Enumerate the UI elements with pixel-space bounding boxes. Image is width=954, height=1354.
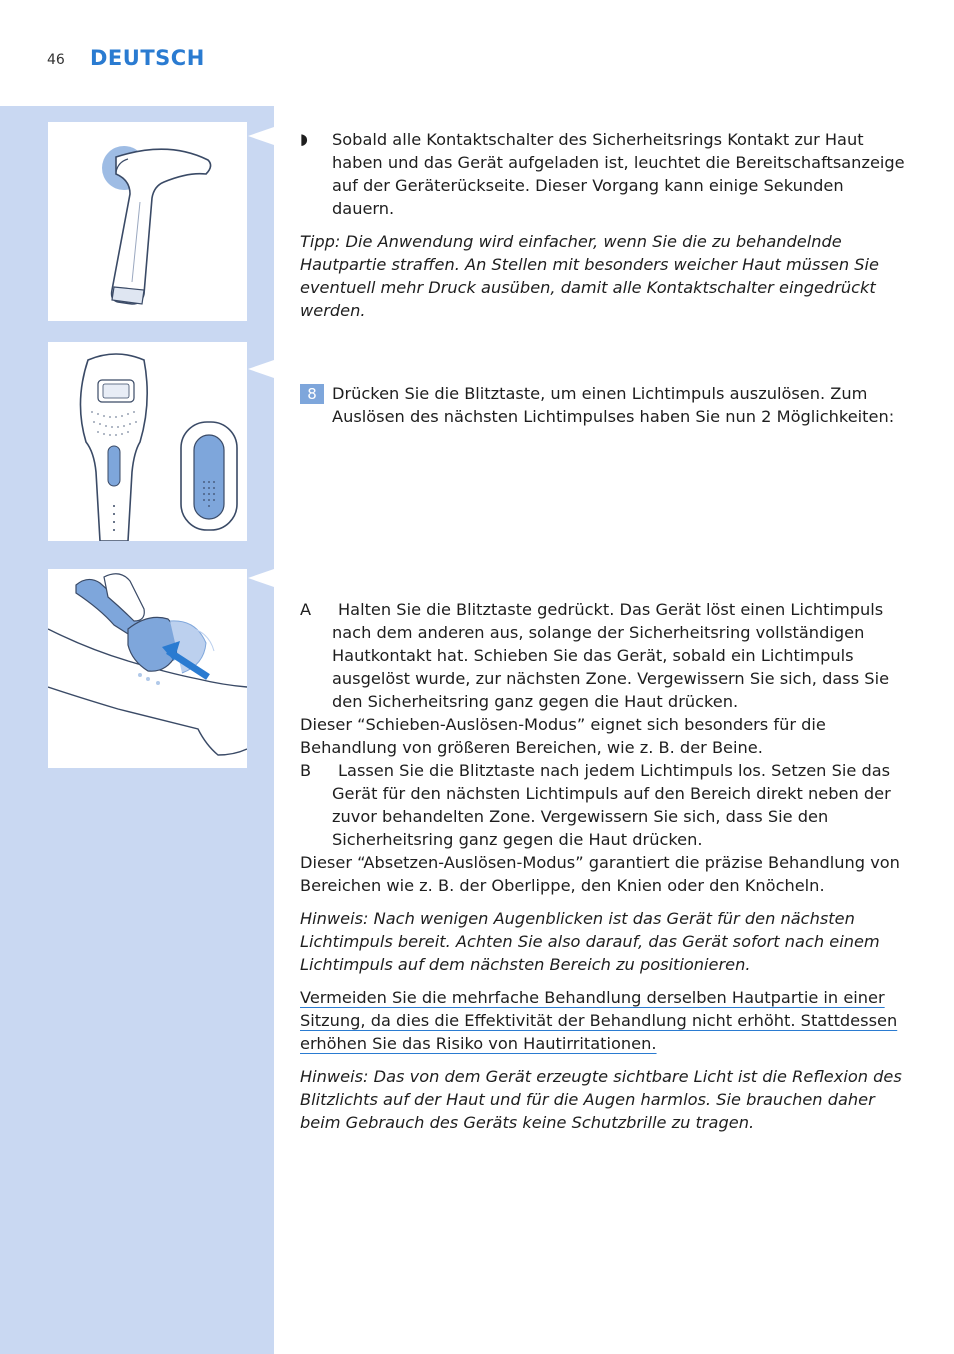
option-a bbox=[300, 598, 910, 713]
note-text: Hinweis: Nach wenigen Augenblicken ist das Gerät für den nächsten Lichtimpuls bereit. Achten Sie also darauf, das Gerät sofort nach einem Lichtimpuls auf dem nächsten Bereich zu positionieren. bbox=[300, 909, 880, 974]
option-a-note: Dieser “Schieben-Auslösen-Modus” eignet sich besonders für die Behandlung von größeren Bereichen, wie z. B. der Beine. bbox=[300, 715, 826, 757]
page-number: 46 bbox=[47, 52, 65, 68]
illustration-pointer bbox=[248, 127, 274, 145]
ipl-device-back-view-icon bbox=[48, 342, 247, 541]
option-b-note: Dieser “Absetzen-Auslösen-Modus” garantiert die präzise Behandlung von Bereichen wie z. B. der Oberlippe, den Knien oder den Knöcheln. bbox=[300, 853, 900, 895]
step-text: Drücken Sie die Blitztaste, um einen Lichtimpuls auszulösen. Zum Auslösen des nächsten Lichtimpulses haben Sie nun 2 Möglichkeiten: bbox=[332, 384, 895, 426]
option-b-text: Lassen Sie die Blitztaste nach jedem Lichtimpuls los. Setzen Sie das Gerät für den nächsten Lichtimpuls auf den Bereich direkt neben der zuvor behandelten Zone. Vergewissern Sie sich, dass Sie den Sicherheitsring ganz gegen die Haut drücken. bbox=[332, 761, 891, 849]
bullet-text: Sobald alle Kontaktschalter des Sicherheitsrings Kontakt zur Haut haben und das Gerät aufgeladen ist, leuchtet die Bereitschaftsanzeige auf der Geräterückseite. Dieser Vorgang kann einige Sekunden dauern. bbox=[332, 130, 905, 218]
step-number-badge: 8 bbox=[300, 384, 324, 404]
option-b bbox=[300, 759, 910, 851]
leg-treatment-illustration-icon bbox=[48, 569, 247, 768]
illustration-device-back bbox=[48, 342, 247, 541]
warning-text-underlined: Vermeiden Sie die mehrfache Behandlung derselben Hautpartie in einer Sitzung, da dies die Effektivität der Behandlung nicht erhöht. Stattdessen erhöhen Sie das Risiko von Hautirritationen. bbox=[300, 988, 898, 1053]
arrow-bullet-icon: ◗ bbox=[300, 130, 308, 148]
illustration-leg-treatment bbox=[48, 569, 247, 768]
section-title: DEUTSCH bbox=[90, 46, 205, 70]
illustration-pointer bbox=[248, 569, 274, 587]
illustration-device-side bbox=[48, 122, 247, 321]
note-text: Hinweis: Das von dem Gerät erzeugte sichtbare Licht ist die Reflexion des Blitzlichts auf der Haut und für die Augen harmlos. Sie brauchen daher beim Gebrauch des Geräts keine Schutzbrille zu tragen. bbox=[300, 1067, 902, 1132]
bullet-item bbox=[300, 128, 910, 220]
option-a-text: Halten Sie die Blitztaste gedrückt. Das Gerät löst einen Lichtimpuls nach dem anderen aus, solange der Sicherheitsring vollständigen Hautkontakt hat. Schieben Sie das Gerät, sobald ein Lichtimpuls ausgelöst wurde, zur nächsten Zone. Vergewissern Sie sich, dass Sie den Sicherheitsring ganz gegen die Haut drücken. bbox=[332, 600, 890, 711]
main-content bbox=[300, 128, 910, 1134]
option-b-letter: B bbox=[300, 761, 312, 780]
step-item bbox=[300, 382, 910, 428]
warning-text bbox=[300, 986, 910, 1055]
ipl-device-side-view-icon bbox=[48, 122, 247, 321]
illustration-pointer bbox=[248, 360, 274, 378]
option-a-letter: A bbox=[300, 600, 312, 619]
tip-text: Tipp: Die Anwendung wird einfacher, wenn Sie die zu behandelnde Hautpartie straffen. An Stellen mit besonders weicher Haut müssen Sie eventuell mehr Druck ausüben, damit alle Kontaktschalter eingedrückt werden. bbox=[300, 232, 879, 320]
